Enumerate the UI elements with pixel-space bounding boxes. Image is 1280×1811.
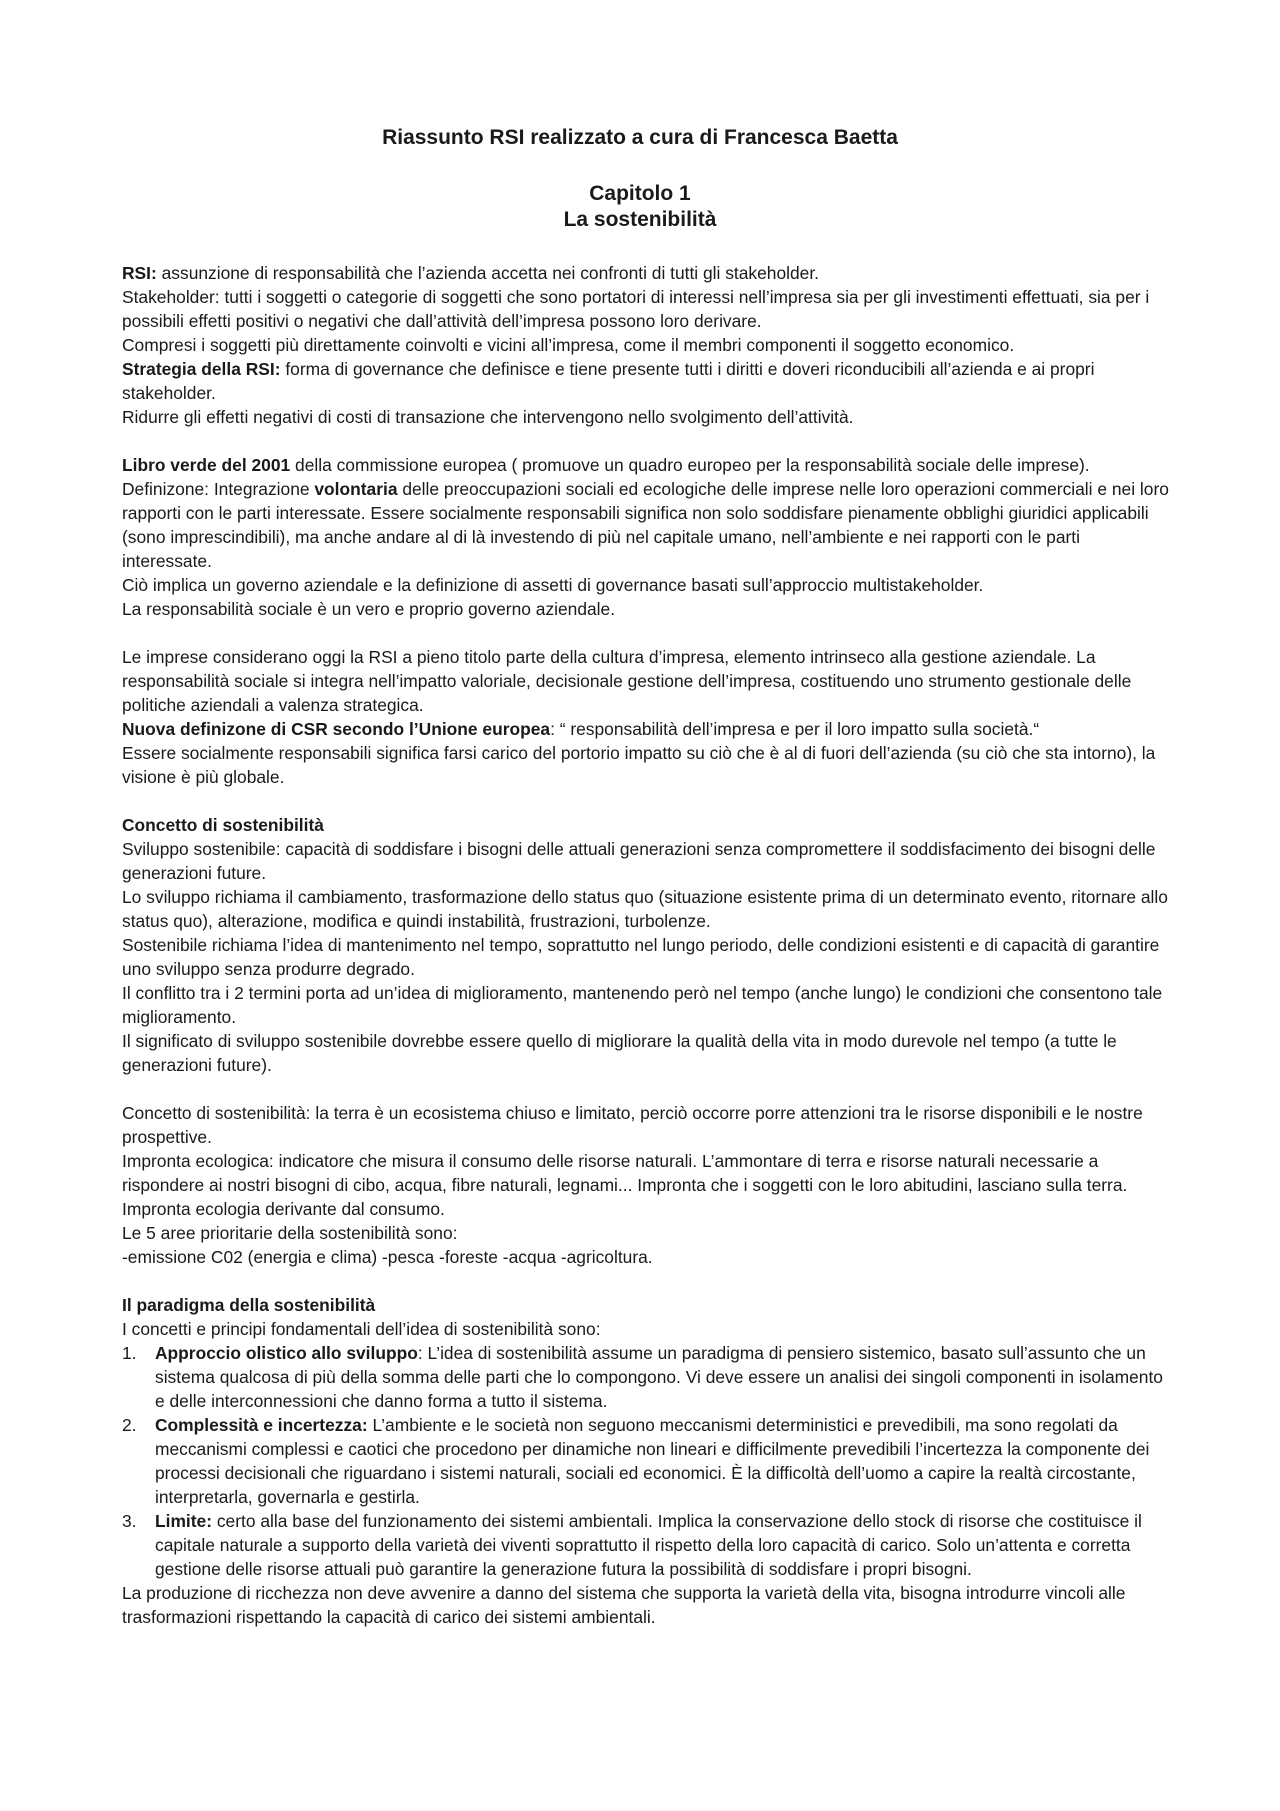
paragraph: Sostenibile richiama l’idea di mantenimento nel tempo, soprattutto nel lungo periodo, delle condizioni esistenti e di capacità di garantire uno sviluppo senza produrre degrado.	[122, 935, 1160, 979]
list-item	[122, 1413, 1172, 1509]
imprese-paragraph: Le imprese considerano oggi la RSI a pieno titolo parte della cultura d’impresa, elemento intrinseco alla gestione aziendale. La responsabilità sociale si integra nell’impatto valoriale, decisionale gestione dell’impresa, costituendo uno strumento gestionale delle politiche aziendali a valenza strategica.	[122, 647, 1132, 715]
list-item-label: Limite:	[155, 1511, 213, 1531]
list-item-label: Complessità e incertezza:	[155, 1415, 368, 1435]
list-item-text: certo alla base del funzionamento dei sistemi ambientali. Implica la conservazione dello stock di risorse che costituisce il capitale naturale a supporto della varietà dei viventi soprattutto il rispetto della loro capacità di carico. Solo un’attenta e corretta gestione delle risorse attuali può garantire la generazione futura la possibilità di soddisfare i propri bisogni.	[155, 1511, 1142, 1579]
essere-paragraph: Essere socialmente responsabili significa farsi carico del portorio impatto su ciò che è al di fuori dell’azienda (su ciò che sta intorno), la visione è più globale.	[122, 743, 1156, 787]
principles-list	[122, 1341, 1172, 1581]
nuova-definizione-text: : “ responsabilità dell’impresa e per il loro impatto sulla società.“	[550, 719, 1040, 739]
list-item-text: L’ambiente e le società non seguono meccanismi deterministici e prevedibili, ma sono regolati da meccanismi complessi e caotici che procedono per dinamiche non lineari e difficilmente prevedibili l’incertezza la componente dei processi decisionali che riguardano i sistemi naturali, sociali ed economici. È la difficoltà dell’uomo a capire la realtà circostante, interpretarla, governarla e gestirla.	[155, 1415, 1150, 1507]
rsi-label: RSI:	[122, 263, 157, 283]
paragraph: Impronta ecologica: indicatore che misura il consumo delle risorse naturali. L’ammontare di terra e risorse naturali necessarie a rispondere ai nostri bisogni di cibo, acqua, fibre naturali, legnami... Impronta che i soggetti con le loro abitudini, lasciano sulla terra. Impronta ecologia derivante dal consumo.	[122, 1151, 1128, 1219]
section-heading	[122, 1293, 1172, 1317]
paragraph: Concetto di sostenibilità: la terra è un ecosistema chiuso e limitato, perciò occorre porre attenzioni tra le risorse disponibili e le nostre prospettive.	[122, 1103, 1143, 1147]
libro-verde-paragraph	[122, 453, 1172, 477]
document-title: Riassunto RSI realizzato a cura di Francesca Baetta	[382, 126, 898, 149]
list-item	[122, 1341, 1172, 1413]
chapter-number: Capitolo 1	[589, 182, 691, 205]
list-number: 1.	[122, 1343, 137, 1363]
nuova-definizione-label: Nuova definizone di CSR secondo l’Unione europea	[122, 719, 551, 739]
section-heading	[122, 813, 1172, 837]
definizione-bold: volontaria	[314, 479, 398, 499]
paragraph: Le 5 aree prioritarie della sostenibilità sono:	[122, 1223, 458, 1243]
document-body	[122, 261, 1172, 1629]
rsi-definition	[122, 261, 1172, 285]
libro-verde-label: Libro verde del 2001	[122, 455, 291, 475]
list-number: 2.	[122, 1415, 137, 1435]
paragraph: Il conflitto tra i 2 termini porta ad un’idea di miglioramento, mantenendo però nel tempo (anche lungo) le condizioni che consentono tale miglioramento.	[122, 983, 1163, 1027]
section-heading-text: Il paradigma della sostenibilità	[122, 1295, 376, 1315]
section-libro-verde	[122, 453, 1172, 621]
strategia-label: Strategia della RSI:	[122, 359, 281, 379]
list-item-label: Approccio olistico allo sviluppo	[155, 1343, 418, 1363]
paragraph: -emissione C02 (energia e clima) -pesca -foreste -acqua -agricoltura.	[122, 1247, 653, 1267]
section-rsi	[122, 261, 1172, 429]
section-paradigma	[122, 1293, 1172, 1629]
stakeholder-definition: Stakeholder: tutti i soggetti o categorie di soggetti che sono portatori di interessi nell’impresa sia per gli investimenti effettuati, sia per i possibili effetti positivi o negativi che dall’attività dell’impresa possono loro derivare.	[122, 287, 1150, 331]
paragraph: Il significato di sviluppo sostenibile dovrebbe essere quello di migliorare la qualità della vita in modo durevole nel tempo (a tutte le generazioni future).	[122, 1031, 1117, 1075]
libro-verde-text: della commissione europea ( promuove un quadro europeo per la responsabilità sociale delle imprese).	[290, 455, 1090, 475]
paragraph: Sviluppo sostenibile: capacità di soddisfare i bisogni delle attuali generazioni senza compromettere il soddisfacimento dei bisogni delle generazioni future.	[122, 839, 1156, 883]
section-heading-text: Concetto di sostenibilità	[122, 815, 324, 835]
definizione-pre: Definizone: Integrazione	[122, 479, 315, 499]
list-item	[122, 1509, 1172, 1581]
section-concetto-sostenibilita	[122, 813, 1172, 1077]
chapter-title: La sostenibilità	[563, 208, 717, 231]
cio-paragraph: Ciò implica un governo aziendale e la definizione di assetti di governance basati sull’approccio multistakeholder.	[122, 575, 984, 595]
strategia-definition	[122, 357, 1172, 405]
section-cultura-impresa	[122, 645, 1172, 789]
paragraph: Lo sviluppo richiama il cambiamento, trasformazione dello status quo (situazione esistente prima di un determinato evento, ritornare allo status quo), alterazione, modifica e quindi instabilità, frustrazioni, turbolenze.	[122, 887, 1168, 931]
definizione-post: delle preoccupazioni sociali ed ecologiche delle imprese nelle loro operazioni commerciali e nei loro rapporti con le parti interessate. Essere socialmente responsabili significa non solo soddisfare pienamente obblighi giuridici applicabili (sono imprescindibili), ma anche andare al di là investendo di più nel capitale umano, nell’ambiente e nei rapporti con le parti interessate.	[122, 479, 1169, 571]
compresi-paragraph: Compresi i soggetti più direttamente coinvolti e vicini all’impresa, come il membri componenti il soggetto economico.	[122, 335, 1015, 355]
closing-paragraph: La produzione di ricchezza non deve avvenire a danno del sistema che supporta la varietà della vita, bisogna introdurre vincoli alle trasformazioni rispettando la capacità di carico dei sistemi ambientali.	[122, 1583, 1126, 1627]
definizione-paragraph	[122, 477, 1172, 573]
section-impronta-ecologica	[122, 1101, 1172, 1269]
strategia-text: forma di governance che definisce e tiene presente tutti i diritti e doveri riconducibili all’azienda e ai propri stakeholder.	[122, 359, 1095, 403]
rsi-text: assunzione di responsabilità che l’azienda accetta nei confronti di tutti gli stakeholder.	[156, 263, 820, 283]
list-number: 3.	[122, 1511, 137, 1531]
nuova-definizione-paragraph	[122, 717, 1172, 741]
ridurre-paragraph: Ridurre gli effetti negativi di costi di transazione che intervengono nello svolgimento dell’attività.	[122, 407, 854, 427]
paragraph: I concetti e principi fondamentali dell’idea di sostenibilità sono:	[122, 1319, 601, 1339]
list-item-text: : L’idea di sostenibilità assume un paradigma di pensiero sistemico, basato sull’assunto che un sistema qualcosa di più della somma delle parti che lo compongono. Vi deve essere un analisi dei singoli componenti in isolamento e delle interconnessioni che danno forma a tutto il sistema.	[155, 1343, 1163, 1411]
responsabilita-paragraph: La responsabilità sociale è un vero e proprio governo aziendale.	[122, 599, 616, 619]
